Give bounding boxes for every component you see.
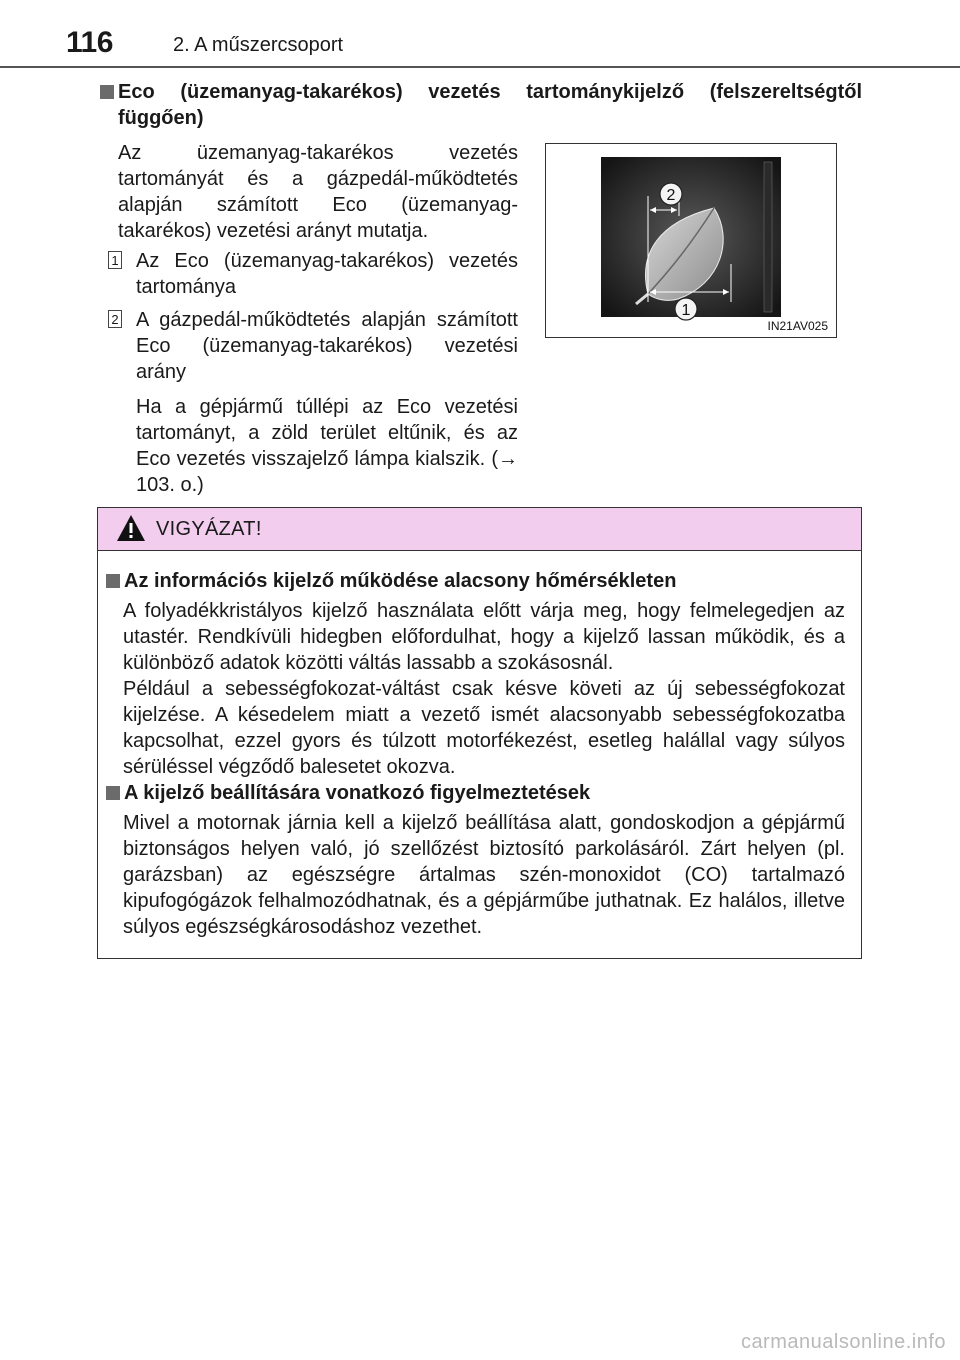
callout-2-label: 2 [666,187,676,204]
page-number: 116 [66,26,113,59]
callout-1-label: 1 [681,302,691,319]
square-bullet-icon [106,574,120,588]
warning-title: VIGYÁZAT! [156,518,262,540]
figure-code: IN21AV025 [767,319,828,333]
warning-header [98,508,861,551]
eco-display-figure [545,143,837,338]
list-item [108,307,518,385]
warning-paragraph: A folyadékkristályos kijelző használata előtt várja meg, hogy felmelegedjen az utastér. Rendkívüli hidegben előfordulhat, hogy a kijelző lassan működik, és a különböző adatok közötti váltás lassabb a szokásosnál. [123,600,845,674]
header-rule [0,66,960,68]
list-item-text: Az Eco (üzemanyag-takarékos) vezetés tartománya [136,250,518,298]
square-bullet-icon [106,786,120,800]
warning-subheading-text: Az információs kijelző működése alacsony hőmérsékleten [124,570,677,592]
section-heading-text: Eco (üzemanyag-takarékos) vezetés tartománykijelző (felszereltségtől függően) [118,81,862,129]
intro-paragraph: Az üzemanyag-takarékos vezetés tartományát és a gázpedál-működtetés alapján számított Eco (üzemanyag-takarékos) vezetési arányt mutatja. [118,142,518,242]
chapter-title: 2. A műszercsoport [173,34,344,56]
warning-triangle-icon [116,514,146,542]
list-item [108,248,518,300]
warning-paragraph: Például a sebességfokozat-váltást csak késve követi az új sebességfokozat kijelzése. A késedelem miatt a vezető ismét alacsonyabb sebességfokozatba kapcsolhat, ezzel gyors és túlzott motorfékezést, esetleg halállal vagy súlyos sérüléssel végződő balesetet okozva. [123,678,845,778]
item-number-badge: 2 [108,310,122,328]
warning-subheading [106,780,850,806]
warning-box [97,507,862,959]
list-item-text: A gázpedál-működtetés alapján számított Eco (üzemanyag-takarékos) vezetési arány [136,309,518,383]
section-heading [100,79,862,131]
warning-paragraph: Mivel a motornak járnia kell a kijelző beállítása alatt, gondoskodjon a gépjármű biztonságos helyen való, jó szellőzést biztosító parkolásáról. Zárt helyen (pl. garázsban) az egészségre ártalmas szén-monoxidot (CO) tartalmazó kipufogógázok felhalmozódhatnak, és a gépjárműbe juthatnak. Ez halálos, illetve súlyos egészségkárosodáshoz vezethet. [123,812,845,938]
square-bullet-icon [100,85,114,99]
eco-leaf-illustration [546,144,836,337]
warning-subheading-text: A kijelző beállítására vonatkozó figyelmeztetések [124,782,591,804]
watermark: carmanualsonline.info [740,1331,946,1353]
note-paragraph: Ha a gépjármű túllépi az Eco vezetési tartományt, a zöld terület eltűnik, és az Eco vezetés visszajelző lámpa kialszik. (→ 103. o.) [136,396,518,496]
warning-subheading [106,568,850,594]
item-number-badge: 1 [108,251,122,269]
